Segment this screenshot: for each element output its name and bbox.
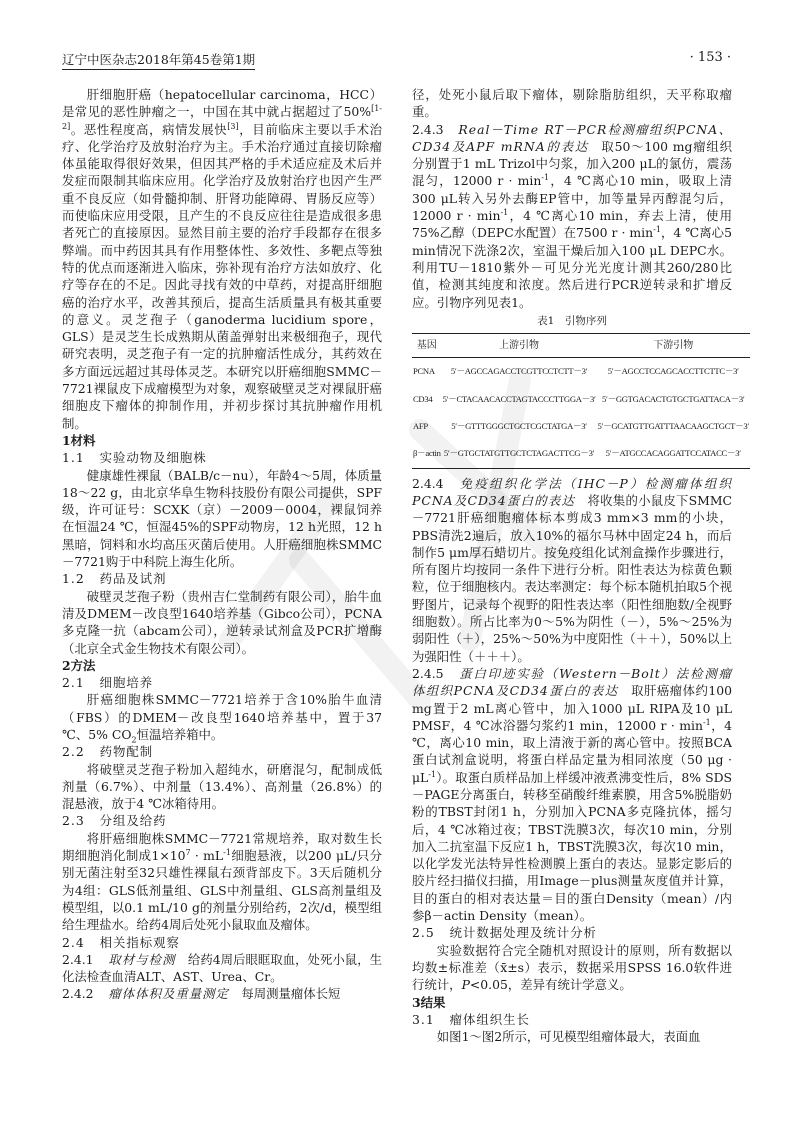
superscript: -1 bbox=[541, 173, 550, 183]
paragraph bbox=[412, 86, 732, 121]
subsection-title: Real－Time RT－PCR检测瘤组织PCNA、CD34及APF mRNA的表达 bbox=[412, 121, 732, 154]
italic-symbol: P bbox=[461, 977, 470, 993]
superscript: -1 bbox=[653, 225, 661, 235]
superscript: 7 bbox=[185, 847, 191, 857]
section-title: 实验动物及细胞株 bbox=[99, 450, 207, 466]
table-cell: 5′－GTTTGGGCTGCTCGCTATGA－3′ bbox=[451, 421, 587, 432]
section-title: 药物配制 bbox=[99, 744, 154, 760]
table-row bbox=[412, 386, 750, 413]
text-run: ，4 ℃离心5 min情况下洗涤2次，室温干燥后加入100 μL DEPC水。利用TU－1810紫外－可见分光光度计测其260/280比值，检测其纯度和浓度。然后进行PCR逆转录和扩增反应。引物序列见表1。 bbox=[412, 225, 732, 310]
superscript: -1 bbox=[702, 717, 711, 727]
text-run: 取肝癌瘤体约100 mg置于2 mL离心管中，加入1000 μL RIPA及10 μL PMSF，4 ℃冰浴器匀浆约1 min，12000 r · min bbox=[412, 683, 733, 733]
section-number: 1.1 bbox=[62, 450, 85, 466]
table-cell: β－actin bbox=[413, 448, 441, 459]
section-title: 药品及试剂 bbox=[99, 571, 167, 587]
subsection-title: 蛋白印迹实验（Western－Bolt）法检测瘤体组织PCNA及CD34蛋白的表达 bbox=[412, 665, 732, 699]
subsection-number: 2.4.3 bbox=[412, 121, 444, 137]
table-cell: CD34 bbox=[413, 393, 433, 404]
superscript: [3] bbox=[227, 121, 239, 131]
paragraph bbox=[412, 665, 732, 924]
paragraph bbox=[412, 942, 732, 994]
column-header: 基因 bbox=[412, 334, 442, 358]
text-run: ，目前临床主要以手术治疗、化学治疗及放射治疗为主。手术治疗通过直接切除瘤体虽能取得很好效果，但因其严格的手术适应症及术后并发症而限制其临床应用。化学治疗及放射治疗也因产生严重不良反应（如骨髓抑制、肝肾功能障碍、胃肠反应等）而使临床应用受限，且产生的不良反应往往是造成很多患者死亡的直接原因。显然目前主要的治疗手段都存在很多弊端。而中药因其具有作用整体性、多效性、多靶点等独特的优点而逐渐进入临床，弥补现有治疗方法如放疗、化疗等存在的不足。因此寻找有效的中草药，对提高肝细胞癌的治疗水平，改善其预后，提高生活质量具有极其重要的意义。灵芝孢子（ganoderma lucidium spore，GLS）是灵芝生长成熟期从菌盖弹射出来极细孢子，现代研究表明，灵芝孢子有一定的抗肿瘤活性成分，其药效在多方面远远超过其母体灵芝。本研究以肝癌细胞SMMC－7721裸鼠皮下成瘤模型为对象，观察破壁灵芝对裸鼠肝癌细胞皮下瘤体的抑制作用，并初步探讨其抗肿瘤作用机制。 bbox=[62, 121, 383, 431]
table-row bbox=[412, 358, 750, 386]
paragraph bbox=[412, 121, 732, 311]
text-run: 恒温培养箱中。 bbox=[136, 726, 224, 742]
table-cell: 5′－GCATGTTGATTTAACAAGCTGCT－3′ bbox=[597, 421, 749, 432]
text-run: <0.05，差异有统计学意义。 bbox=[469, 977, 632, 993]
table-cell: AFP bbox=[413, 421, 428, 432]
section-title: 结果 bbox=[420, 994, 446, 1010]
section-title: 统计数据处理及统计分析 bbox=[449, 925, 597, 941]
subsection-title: 瘤体体积及重量测定 bbox=[108, 986, 229, 1002]
text-run: 。恶性程度高，病情发展快 bbox=[70, 121, 228, 137]
subsection-number: 2.4.4 bbox=[412, 475, 444, 491]
paragraph bbox=[62, 588, 382, 657]
right-column bbox=[412, 86, 749, 1045]
subsection-heading bbox=[62, 674, 382, 691]
subsection-number: 2.4.1 bbox=[62, 951, 94, 967]
table-header-row bbox=[412, 334, 750, 358]
section-title: 瘤体组织生长 bbox=[449, 1011, 530, 1027]
section-title: 方法 bbox=[70, 657, 96, 673]
table-cell: 5′－CTACAACACCTAGTACCCTTGGA－3′ bbox=[442, 393, 596, 404]
text-run: 如图1～图2所示，可见模型组瘤体最大，表面血 bbox=[436, 1029, 701, 1045]
table-cell: 5′－ATGCCACAGGATTCCATACC－3′ bbox=[605, 448, 741, 459]
text-run: 径，处死小鼠后取下瘤体，剔除脂肪组织，天平称取瘤重。 bbox=[412, 87, 732, 120]
section-number: 2.3 bbox=[62, 813, 85, 829]
subsection-heading bbox=[412, 1011, 732, 1028]
subsection-heading bbox=[62, 570, 382, 587]
text-run: 给药4周后眼眶取血，处死小鼠，生化法检查血清ALT、AST、Urea、Cr。 bbox=[62, 951, 383, 985]
section-heading bbox=[62, 657, 382, 674]
table-cell: 5′－AGCCTCCAGCACCTTCTTC－3′ bbox=[607, 366, 739, 377]
section-number: 2.5 bbox=[412, 925, 435, 941]
paragraph bbox=[62, 985, 382, 1002]
superscript: -1 bbox=[223, 847, 231, 857]
section-number: 3 bbox=[412, 994, 421, 1010]
subsection-title: 免疫组织化学法（IHC－P）检测瘤体组织PCNA及CD34蛋白的表达 bbox=[412, 475, 732, 508]
superscript: [1-2] bbox=[62, 104, 382, 131]
text-run: 破壁灵芝孢子粉（贵州吉仁堂制药有限公司），胎牛血清及DMEM－改良型1640培养基（Gibco公司），PCNA多克隆一抗（abcam公司），逆转录试剂盒及PCR扩增酶（北京全式金生物技术有限公司）。 bbox=[62, 588, 382, 656]
paragraph bbox=[62, 467, 382, 571]
section-title: 分组及给药 bbox=[99, 813, 167, 829]
subsection-number: 2.4.5 bbox=[412, 665, 444, 681]
text-run: ，4 ℃离心10 min，吸取上清300 μL转入另外去酶EP管中，加等量异丙醇混匀后，12000 r · min bbox=[412, 173, 732, 224]
text-run: 健康雄性裸鼠（BALB/c－nu），年龄4～5周，体质量18～22 g，由北京华阜生物科技股份有限公司提供，SPF级，许可证号：SCXK（京）－2009－0004，裸鼠饲养在恒温24 ℃，恒湿45%的SPF动物房，12 h光照，12 h黑暗，饲料和水均高压灭菌后使用。人肝癌细胞株SMMC－7721购于中科院上海生化所。 bbox=[62, 467, 382, 570]
section-number: 1 bbox=[62, 432, 71, 448]
subsection-title: 取材与检测 bbox=[108, 951, 176, 967]
table-cell: 5′－GGTGACACTGTGCTGATTACA－3′ bbox=[602, 393, 745, 404]
section-number: 2.4 bbox=[62, 934, 85, 950]
text-run: ）。取蛋白质样品加上样缓冲液煮沸变性后，8% SDS－PAGE分离蛋白，转移至硝酸纤维素膜，用含5%脱脂奶粉的TBST封闭1 h，分别加入PCNA多克隆抗体，摇匀后，4 ℃冰箱过夜；TBST洗膜3次，每次10 min，分别加入二抗室温下反应1 h，TBST洗膜3次，每次10 min，以化学发光法特异性检测膜上蛋白的表达。显影定影后的胶片经扫描仪扫描，用Image－plus测量灰度值并计算，目的蛋白的相对表达量＝目的蛋白Density（mean）/内参β－actin Density（mean）。 bbox=[412, 769, 732, 924]
section-number: 3.1 bbox=[412, 1011, 435, 1027]
journal-header: 辽宁中医杂志2018年第45卷第1期 bbox=[62, 50, 255, 70]
text-run: 将收集的小鼠皮下SMMC－7721肝癌细胞瘤体标本剪成3 mm×3 mm的小块，PBS清洗2遍后，放入10%的福尔马林中固定24 h，而后制作5 μm厚石蜡切片。按免疫组化试剂盒操作步骤进行，所有图片均按同一条件下进行分析。阳性表达为棕黄色颗粒，位于细胞核内。表达率测定：每个标本随机拍取5个视野图片，记录每个视野的阳性表达率（阳性细胞数/全视野细胞数）。所占比率为0～5%为阴性（－），5%～25%为弱阳性（＋），25%～50%为中度阳性（＋＋），50%以上为强阳性（＋＋＋）。 bbox=[412, 492, 732, 664]
text-run: 肝细胞肝癌（hepatocellular carcinoma，HCC）是常见的恶性肿瘤之一，中国在其中就占据超过了50% bbox=[62, 87, 382, 120]
section-number: 1.2 bbox=[62, 571, 85, 587]
table-title: 表1 引物序列 bbox=[537, 314, 607, 327]
paragraph bbox=[62, 691, 382, 743]
paragraph bbox=[62, 86, 382, 432]
page-number: · 153 · bbox=[689, 50, 731, 65]
table-row bbox=[412, 413, 750, 440]
section-title: 相关指标观察 bbox=[99, 934, 180, 950]
subsection-heading bbox=[62, 934, 382, 951]
text-run: 将肝癌细胞株SMMC－7721常规培养，取对数生长期细胞消化制成1×10 bbox=[62, 830, 382, 864]
subsection-heading bbox=[62, 449, 382, 466]
superscript: -1 bbox=[500, 207, 509, 217]
paragraph bbox=[412, 475, 732, 665]
column-header: 上游引物 bbox=[442, 334, 597, 358]
superscript: -1 bbox=[428, 769, 437, 779]
table-cell: 5′－AGCCAGACCTCGTTCCTCTT－3′ bbox=[450, 366, 588, 377]
table-cell: PCNA bbox=[413, 366, 435, 377]
section-number: 2.1 bbox=[62, 675, 85, 691]
table-row bbox=[412, 440, 750, 468]
text-run: 实验数据符合完全随机对照设计的原则，所有数据以均数±标准差（x̄±s）表示，数据采用SPSS 16.0软件进行统计， bbox=[412, 942, 732, 993]
primer-table bbox=[412, 333, 750, 468]
paragraph bbox=[62, 830, 382, 934]
subscript: 2 bbox=[131, 735, 137, 745]
section-number: 2.2 bbox=[62, 744, 85, 760]
text-run: 细胞悬液，以200 μL/只分别无菌注射至32只雄性裸鼠右颈背部皮下。3天后随机分为4组：GLS低剂量组、GLS中剂量组、GLS高剂量组及模型组，以0.1 mL/10 g的剂量分别给药，2次/d，模型组给生理盐水。给药4周后处死小鼠取血及瘤体。 bbox=[62, 848, 382, 933]
text-run: 将破壁灵芝孢子粉加入超纯水，研磨混匀，配制成低剂量（6.7%）、中剂量（13.4%）、高剂量（26.8%）的混悬液，放于4 ℃冰箱待用。 bbox=[62, 761, 382, 812]
table-cell: 5′－GTGCTATGTTGCTCTAGACTTCG－3′ bbox=[443, 448, 595, 459]
section-heading bbox=[412, 994, 732, 1011]
paragraph bbox=[412, 1028, 732, 1045]
section-heading bbox=[62, 432, 382, 449]
paragraph bbox=[62, 761, 382, 813]
subsection-heading bbox=[412, 924, 732, 941]
section-title: 材料 bbox=[70, 432, 96, 448]
left-column bbox=[62, 86, 382, 1003]
text-run: ，4 ℃，离心10 min，取上清液于新的离心管中。按照BCA蛋白试剂盒说明，将蛋白样品定量为相同浓度（50 μg · μL bbox=[412, 717, 733, 785]
subsection-heading bbox=[62, 812, 382, 829]
subsection-number: 2.4.2 bbox=[62, 986, 94, 1002]
column-header: 下游引物 bbox=[597, 334, 750, 358]
text-run: 肝癌细胞株SMMC－7721培养于含10%胎牛血清（FBS）的DMEM－改良型1640培养基中，置于37 ℃、5% CO bbox=[62, 692, 382, 742]
subsection-heading bbox=[62, 743, 382, 760]
text-run: ，4 ℃离心10 min，弃去上清，使用75%乙醇（DEPC水配置）在7500 r · min bbox=[412, 208, 732, 241]
text-run: 每周测量瘤体长短 bbox=[241, 986, 341, 1002]
paragraph bbox=[62, 951, 382, 986]
text-run: 取50～100 mg瘤组织分别置于1 mL Trizol中匀浆，加入200 μL的氯仿，震荡混匀，12000 r · min bbox=[412, 138, 732, 189]
section-number: 2 bbox=[62, 657, 71, 673]
section-title: 细胞培养 bbox=[99, 675, 154, 691]
text-run: · mL bbox=[190, 848, 224, 864]
